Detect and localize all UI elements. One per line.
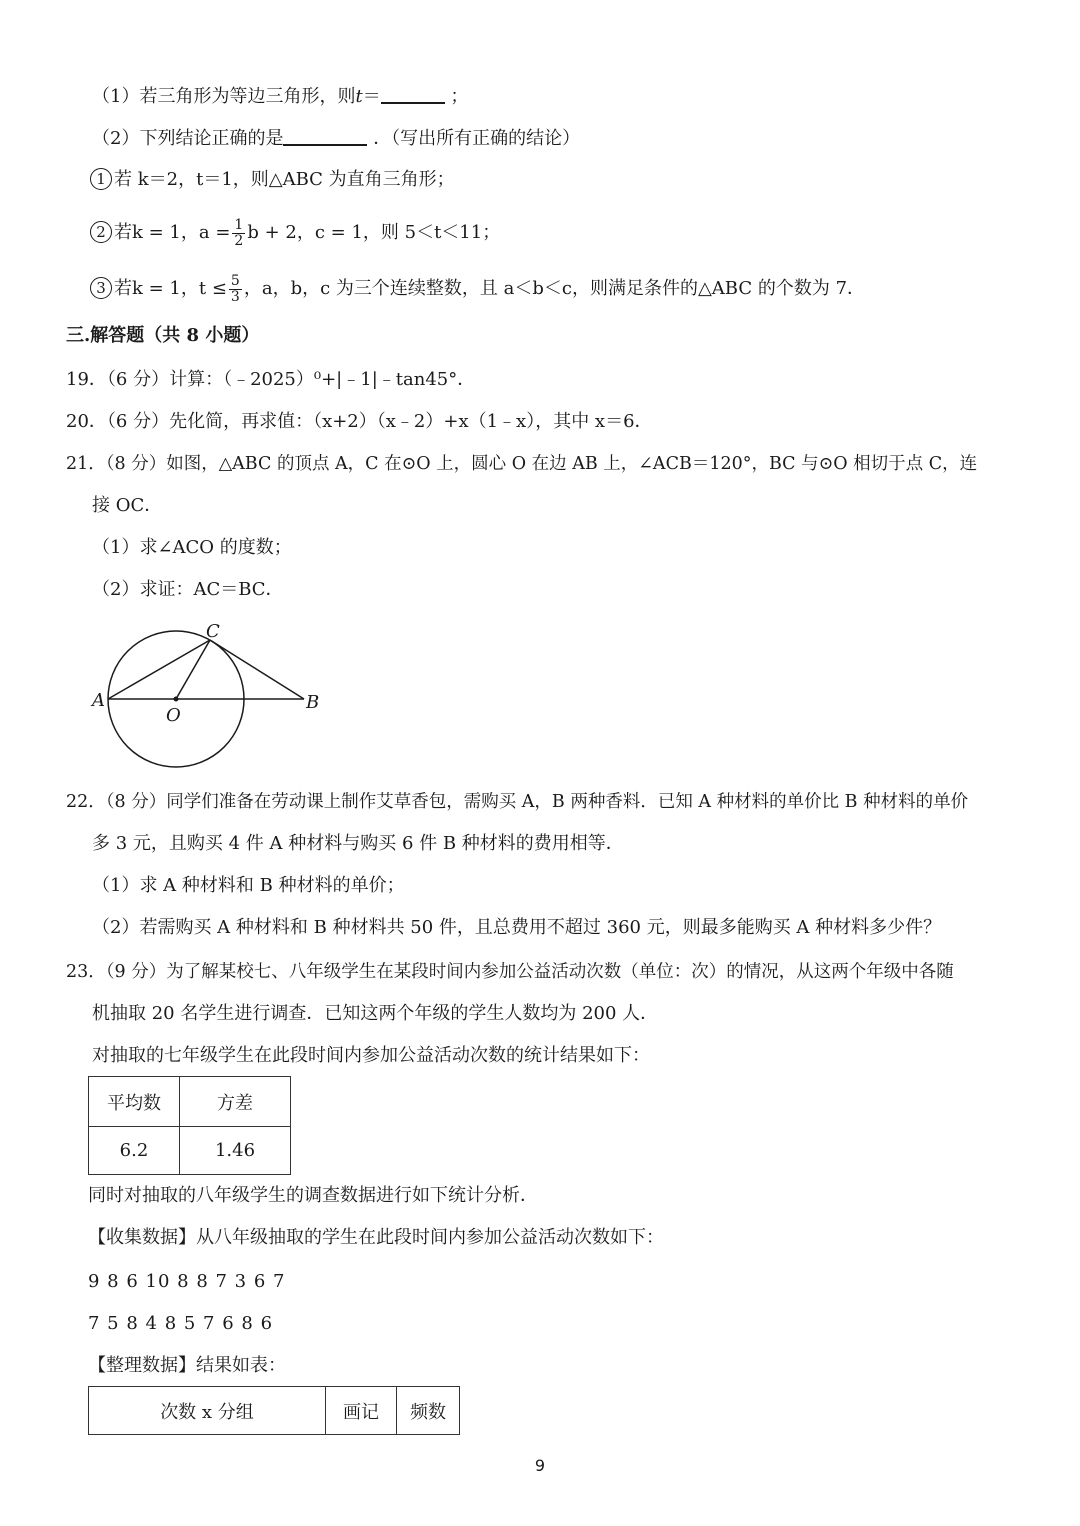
question-23-line5: 【收集数据】从八年级抽取的学生在此段时间内参加公益活动次数如下： (88, 1227, 664, 1248)
choice-3-text-a: 若k = 1，t ≤ (114, 278, 227, 299)
question-23-line6: 【整理数据】结果如表： (88, 1355, 286, 1376)
frac-den: 2 (234, 232, 244, 249)
data-row-2: 7 5 8 4 8 5 7 6 8 6 (88, 1313, 274, 1334)
q18-choice-3 (90, 272, 865, 306)
question-19: 19．（6 分）计算：（﹣2025）⁰+|﹣1|﹣tan45°． (66, 369, 476, 390)
fraction-five-thirds (229, 274, 242, 305)
center-point (174, 697, 179, 702)
choice-number-1: 1 (90, 168, 112, 190)
question-23-line2: 机抽取 20 名学生进行调查．已知这两个年级的学生人数均为 200 人． (92, 1003, 659, 1024)
q18-choice-2 (90, 216, 500, 250)
question-22-line1: 22．（8 分）同学们准备在劳动课上制作艾草香包，需购买 A，B 两种香料．已知 A 种材料的单价比 B 种材料的单价 (66, 792, 969, 812)
choice-2-text-b: b + 2，c = 1，则 5＜t＜11； (247, 222, 501, 243)
label-b: B (306, 692, 320, 713)
label-o: O (166, 705, 181, 726)
table-header-group: 次数 x 分组 (89, 1387, 326, 1435)
q18-part1 (92, 84, 468, 109)
question-21-part1: （1）求∠ACO 的度数； (92, 537, 292, 558)
q18-choice-1 (90, 168, 455, 192)
table-cell-mean: 6.2 (89, 1127, 180, 1175)
page-number: 9 (534, 1456, 546, 1475)
answer-blank-1[interactable] (381, 84, 445, 104)
q18-part1-prefix: （1）若三角形为等边三角形，则 (92, 86, 356, 107)
question-23-line1: 23．（9 分）为了解某校七、八年级学生在某段时间内参加公益活动次数（单位：次）的情况，从这两个年级中各随 (66, 962, 954, 982)
data-row-1: 9 8 6 10 8 8 7 3 6 7 (88, 1271, 286, 1292)
grade7-stats-table (88, 1076, 291, 1175)
segment-bc (210, 640, 304, 699)
label-c: C (206, 621, 220, 642)
choice-2-text-a: 若k = 1，a = (114, 222, 231, 243)
frac-den: 3 (230, 288, 240, 305)
q18-part2-prefix: （2）下列结论正确的是 (92, 128, 284, 149)
table-row (89, 1127, 291, 1175)
q18-part1-end: ； (450, 86, 469, 107)
answer-blank-2[interactable] (283, 126, 367, 146)
frequency-table (88, 1386, 460, 1435)
table-header-frequency: 频数 (397, 1387, 460, 1435)
segment-ac (108, 640, 210, 699)
table-header-variance: 方差 (180, 1077, 291, 1127)
question-23-line4: 同时对抽取的八年级学生的调查数据进行如下统计分析． (88, 1185, 538, 1206)
q18-part2 (92, 126, 580, 151)
question-22-line2: 多 3 元，且购买 4 件 A 种材料与购买 6 件 B 种材料的费用相等． (92, 833, 624, 854)
section-title: 三.解答题（共 8 小题） (66, 325, 260, 346)
choice-3-text-b: ，a，b，c 为三个连续整数，且 a＜b＜c，则满足条件的△ABC 的个数为 7． (243, 278, 866, 299)
question-21-line1: 21．（8 分）如图，△ABC 的顶点 A，C 在⊙O 上，圆心 O 在边 AB 上，∠ACB＝120°，BC 与⊙O 相切于点 C，连 (66, 454, 978, 474)
question-21-line2: 接 OC． (92, 495, 163, 516)
table-header-mean: 平均数 (89, 1077, 180, 1127)
question-22-part2: （2）若需购买 A 种材料和 B 种材料共 50 件，且总费用不超过 360 元，则最多能购买 A 种材料多少件？ (92, 917, 942, 938)
question-23-line3: 对抽取的七年级学生在此段时间内参加公益活动次数的统计结果如下： (92, 1045, 650, 1066)
question-21-part2: （2）求证：AC＝BC． (92, 579, 284, 600)
q18-part2-suffix: ．（写出所有正确的结论） (373, 128, 581, 149)
table-cell-variance: 1.46 (180, 1127, 291, 1175)
frac-num: 1 (234, 216, 244, 233)
choice-number-2: 2 (90, 221, 112, 243)
choice-number-3: 3 (90, 277, 112, 299)
segment-oc (176, 640, 210, 699)
table-row (89, 1387, 460, 1435)
table-row (89, 1077, 291, 1127)
table-header-tally: 画记 (326, 1387, 397, 1435)
q18-part1-eq: ＝ (362, 86, 381, 107)
circle-triangle-figure (86, 618, 336, 768)
frac-num: 5 (230, 272, 240, 289)
question-22-part1: （1）求 A 种材料和 B 种材料的单价； (92, 875, 405, 896)
question-20: 20．（6 分）先化简，再求值：（x+2）（x﹣2）+x（1﹣x），其中 x＝6． (66, 411, 653, 432)
fraction-one-half (232, 218, 245, 249)
q18-part1-var: t (355, 86, 363, 107)
label-a: A (92, 690, 105, 711)
choice-1-text: 若 k＝2，t＝1，则△ABC 为直角三角形； (114, 169, 455, 190)
